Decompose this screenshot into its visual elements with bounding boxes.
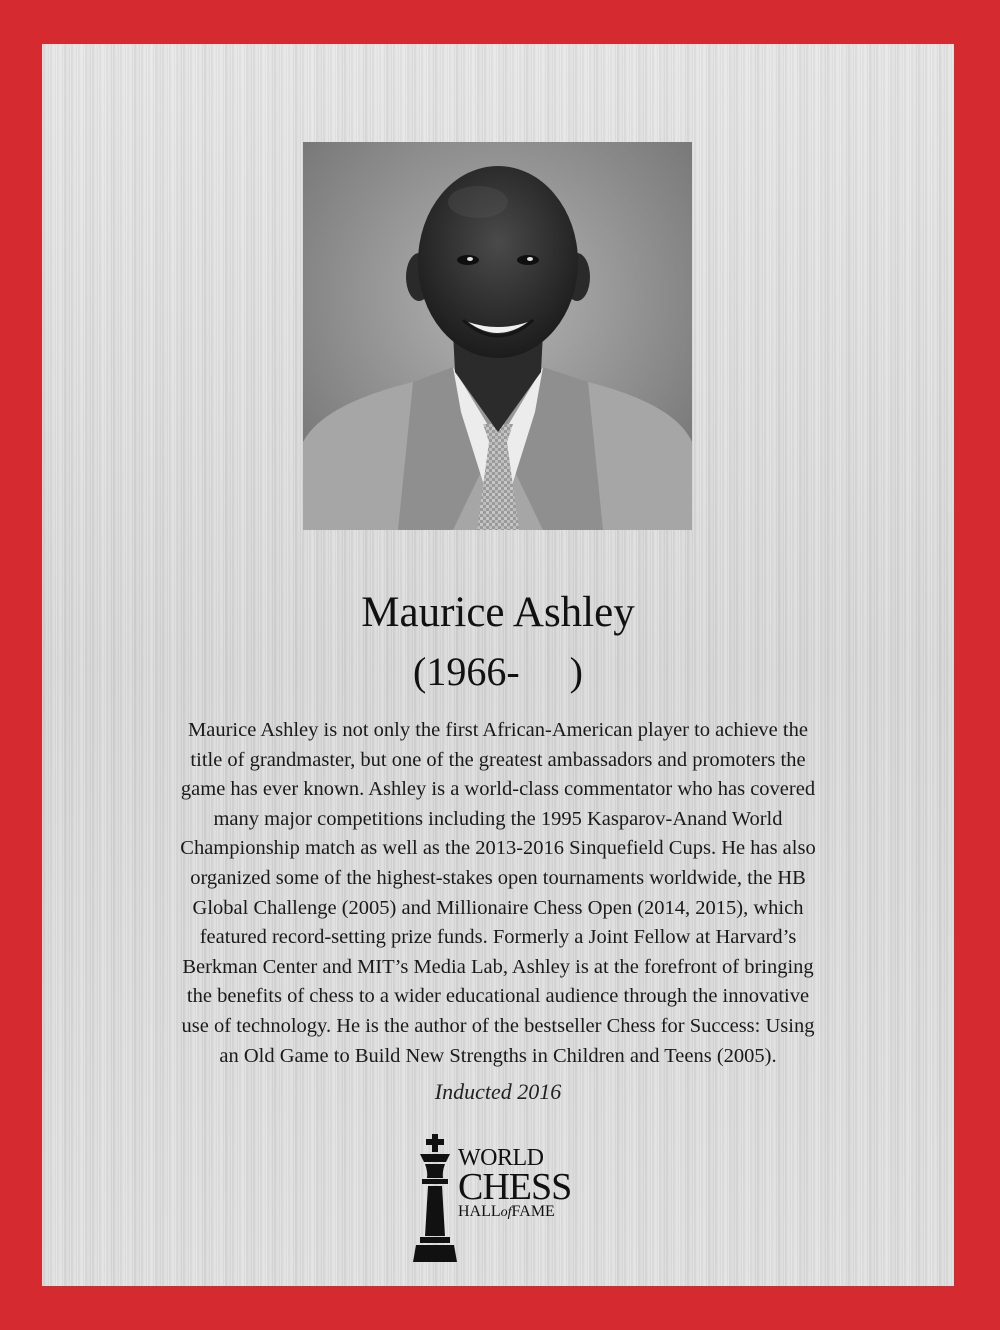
bio-line: Championship match as well as the 2013-2016 Sinquefield Cups. He has also (180, 837, 816, 860)
world-chess-hall-of-fame-logo (410, 1132, 590, 1272)
plaque (42, 44, 954, 1286)
logo-line-hall-of-fame (458, 1204, 571, 1220)
bio-line: featured record-setting prize funds. Formerly a Joint Fellow at Harvard’s (199, 926, 797, 949)
logo-hall: HALL (458, 1203, 501, 1220)
bio-line: organized some of the highest-stakes open tournaments worldwide, the HB (190, 866, 806, 889)
bio-line: game has ever known. Ashley is a world-class commentator who has covered (180, 778, 816, 801)
inductee-bio (98, 716, 898, 1071)
bio-line: an Old Game to Build New Strengths in Children and Teens (2005). (219, 1044, 777, 1067)
bio-line: Berkman Center and MIT’s Media Lab, Ashley is at the forefront of bringing (182, 955, 814, 978)
inductee-years: (1966- ) (413, 649, 583, 694)
chess-king-icon (410, 1132, 460, 1272)
bio-line: title of grandmaster, but one of the greatest ambassadors and promoters the (190, 748, 806, 771)
logo-wordmark (458, 1146, 571, 1220)
inducted-year: Inducted 2016 (434, 1079, 562, 1104)
bio-line: Global Challenge (2005) and Millionaire Chess Open (2014, 2015), which (192, 896, 804, 919)
logo-line-chess: CHESS (458, 1166, 572, 1208)
bio-line: use of technology. He is the author of the bestseller Chess for Success: Using (181, 1014, 815, 1037)
logo-line-world: WORLD (458, 1145, 544, 1171)
bio-line: Maurice Ashley is not only the first African-American player to achieve the (188, 719, 808, 741)
bio-line: many major competitions including the 1995 Kasparov-Anand World (213, 807, 783, 830)
inductee-name: Maurice Ashley (361, 589, 635, 636)
bio-line: the benefits of chess to a wider educational audience through the innovative (186, 985, 810, 1008)
logo-of: of (500, 1205, 512, 1220)
inductee-photo (303, 142, 692, 530)
logo-fame: FAME (511, 1203, 555, 1220)
